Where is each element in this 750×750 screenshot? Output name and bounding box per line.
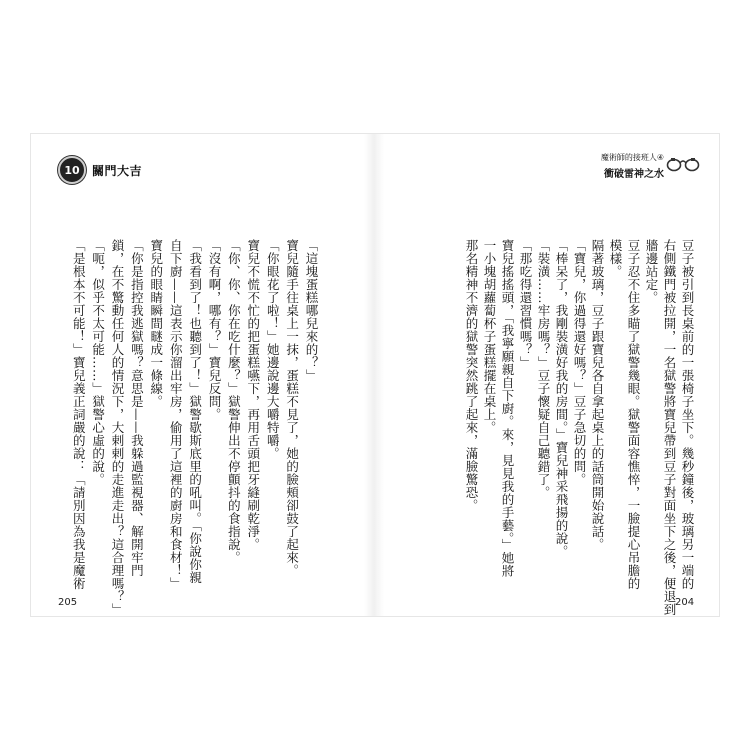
- text-column: 模樣。: [608, 239, 623, 278]
- chapter-title: 關門大吉: [92, 163, 143, 178]
- chapter-number-badge: [58, 156, 86, 184]
- left-page-number: 205: [58, 597, 78, 608]
- handcuffs-icon: [666, 154, 700, 174]
- book-subtitle: 衝破雷神之水: [604, 169, 664, 180]
- text-column: 豆子被引到長桌前的一張椅子坐下。幾秒鐘後，玻璃另一端的: [680, 239, 695, 590]
- book-gutter: [364, 134, 384, 616]
- text-column: 寶兒搖搖頭，「我寧願親自下廚。來，見見我的手藝。」她將: [500, 239, 515, 578]
- text-column: 豆子忍不住多瞄了獄警幾眼。獄警面容憔悴，一臉提心吊膽的: [626, 239, 641, 590]
- text-column: 一小塊胡蘿蔔杯子蛋糕擺在桌上。: [482, 239, 497, 434]
- text-column: 「這塊蛋糕哪兒來的？」: [304, 239, 319, 382]
- text-column: 鎖，在不驚動任何人的情況下，大剌剌的走進走出？這合理嗎？」: [110, 239, 125, 616]
- text-column: 「你眼花了啦！」她邊說邊大嚼特嚼。: [265, 239, 281, 460]
- text-column: 「是根本不可能！」寶兒義正詞嚴的說：「請別因為我是魔術: [71, 239, 87, 590]
- text-column: 「呃，似乎不太可能……」獄警心虛的說。: [90, 239, 106, 486]
- text-column: 「我看到了！也聽到了！」獄警歇斯底里的吼叫。「你說你親: [187, 239, 203, 584]
- text-column: 寶兒的眼睛瞬間瞇成一條線。: [148, 239, 164, 408]
- left-page-header: [58, 157, 142, 183]
- text-column: 「裝潢……牢房嗎？」豆子懷疑自己聽錯了。: [536, 239, 551, 499]
- text-column: 隔著玻璃，豆子跟寶兒各自拿起桌上的話筒開始說話。: [590, 239, 605, 551]
- text-column: 「那吃得還習慣嗎？」: [518, 239, 533, 369]
- text-column: 那名精神不濟的獄警突然跳了起來，滿臉驚恐。: [464, 239, 479, 512]
- text-column: 自下廚——這表示你溜出牢房，偷用了這裡的廚房和食材！」: [168, 239, 184, 590]
- text-column: 寶兒隨手往桌上一抹，蛋糕不見了，她的臉頰卻鼓了起來。: [284, 239, 300, 577]
- text-column: 「寶兒，你過得還好嗎？」豆子急切的問。: [572, 239, 587, 486]
- text-column: 「棒呆了，我剛裝潢好我的房間。」寶兒神采飛揚的說。: [554, 239, 569, 558]
- chapter-number: 10: [64, 163, 80, 177]
- text-column: 「你、你、你在吃什麼？」獄警伸出不停顫抖的食指說。: [226, 239, 242, 564]
- text-column: 「沒有啊，哪有？」寶兒反問。: [207, 239, 222, 421]
- text-column: 「你是指控我逃獄嗎？意思是——我躲過監視器、解開牢門: [129, 239, 145, 577]
- right-page-number: 204: [675, 597, 695, 608]
- text-column: 牆邊站定。: [644, 239, 659, 304]
- text-column: 右側鐵門被拉開，一名獄警將寶兒帶到豆子對面坐下之後，便退到: [662, 239, 677, 616]
- right-page-header: [580, 152, 700, 186]
- series-title: 魔術師的接班人④: [600, 153, 664, 162]
- text-column: 寶兒不慌不忙的把蛋糕嚥下，再用舌頭把牙縫刷乾淨。: [245, 239, 261, 551]
